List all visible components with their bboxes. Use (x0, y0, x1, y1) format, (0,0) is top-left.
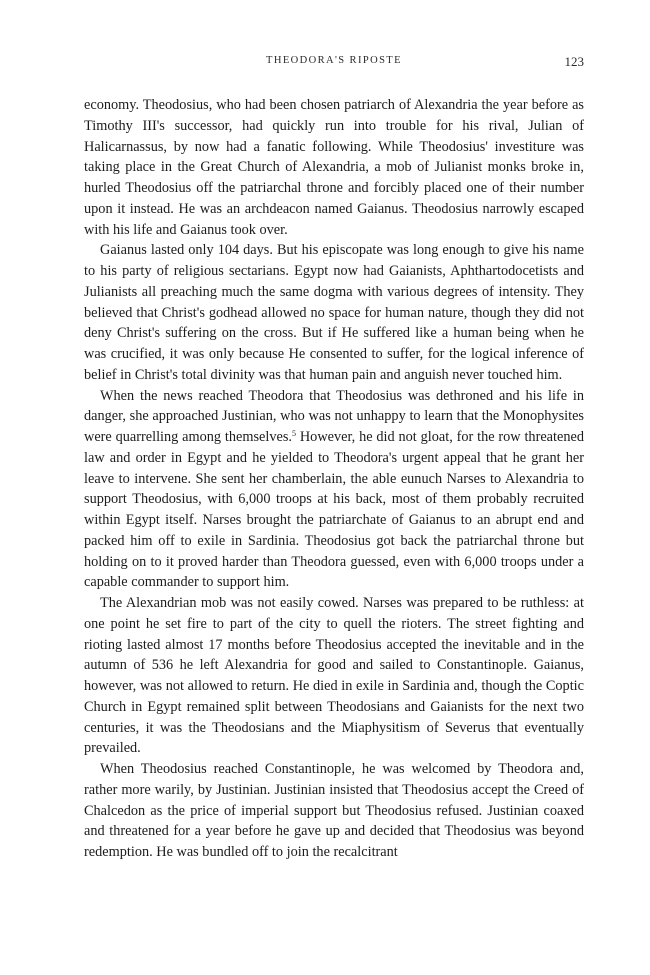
paragraph-3-text-a: When the news reached Theodora that Theodosius was dethroned and his life in danger, she approached Justinian, who was not unhappy to learn that the Monophysites were quarrelling among themselves. (84, 387, 584, 445)
body-text (84, 95, 584, 863)
paragraph-3-text-b: However, he did not gloat, for the row threatened law and order in Egypt and he yielded to Theodora's urgent appeal that he grant her leave to intervene. She sent her chamberlain, the able eunuch Narses to Alexandria to support Theodosius, with 6,000 troops at his back, most of them probably recruited within Egypt itself. Narses brought the patriarchate of Gaianus to an abrupt end and packed him off to exile in Sardinia. Theodosius got back the patriarchal throne but holding on to it proved harder than Theodora guessed, even with 6,000 troops under a capable commander to support him. (84, 429, 584, 591)
paragraph-3 (84, 386, 584, 594)
paragraph-1: economy. Theodosius, who had been chosen patriarch of Alexandria the year before as Timothy III's successor, had quickly run into trouble for his rival, Julian of Halicarnassus, by now had a fanatic following. While Theodosius' investiture was taking place in the Great Church of Alexandria, a mob of Julianist monks broke in, hurled Theodosius off the patriarchal throne and forcibly placed one of their number upon it instead. He was an archdeacon named Gaianus. Theodosius narrowly escaped with his life and Gaianus took over. (84, 97, 584, 238)
running-title: THEODORA'S RIPOSTE (266, 55, 402, 66)
page-number: 123 (564, 54, 584, 69)
paragraph-4: The Alexandrian mob was not easily cowed. Narses was prepared to be ruthless: at one point he set fire to part of the city to quell the rioters. The street fighting and rioting lasted almost 17 months before Theodosius accepted the inevitable and in the autumn of 536 he left Alexandria for good and sailed to Constantinople. Gaianus, however, was not allowed to return. He died in exile in Sardinia and, though the Coptic Church in Egypt remained split between Theodosians and Gaianists for the next two centuries, it was the Theodosians and the Miaphysitism of Severus that eventually prevailed. (84, 595, 584, 757)
footnote-marker[interactable]: 5 (292, 429, 297, 438)
paragraph-5: When Theodosius reached Constantinople, he was welcomed by Theodora and, rather more warily, by Justinian. Justinian insisted that Theodosius accept the Creed of Chalcedon as the price of imperial support but Theodosius refused. Justinian coaxed and threatened for a year before he gave up and decided that Theodosius was beyond redemption. He was bundled off to join the recalcitrant (84, 761, 584, 860)
running-head (84, 55, 584, 69)
paragraph-2: Gaianus lasted only 104 days. But his episcopate was long enough to give his name to his party of religious sectarians. Egypt now had Gaianists, Aphthartodocetists and Julianists all preaching much the same dogma with various degrees of intensity. They believed that Christ's godhead allowed no space for human nature, though they did not deny Christ's suffering on the cross. But if He suffered like a human being when he was crucified, it was only because He consented to suffer, for the logical inference of belief in Christ's total divinity was that human pain and anguish never touched him. (84, 242, 584, 383)
